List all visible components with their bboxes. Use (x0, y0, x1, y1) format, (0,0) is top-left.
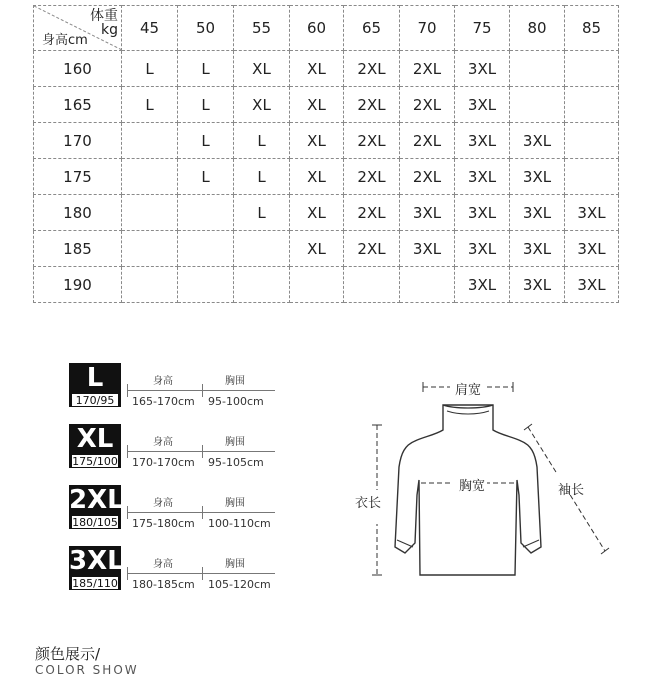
size-cell (565, 123, 619, 159)
weight-header: 45 (122, 6, 178, 51)
measure-tick (127, 445, 128, 458)
size-cell (178, 231, 234, 267)
measure-line (127, 451, 275, 452)
size-badge (69, 546, 124, 590)
shoulder-label: 肩宽 (455, 383, 482, 398)
size-cell: 3XL (510, 267, 565, 303)
table-row (34, 267, 619, 303)
size-name: 2XL (69, 485, 124, 515)
size-cell: 3XL (510, 195, 565, 231)
height-range: 170-170cm (132, 456, 195, 469)
size-badge (69, 485, 124, 529)
size-cell: XL (290, 159, 344, 195)
size-cell: 2XL (400, 159, 455, 195)
weight-header: 80 (510, 6, 565, 51)
size-cell (122, 195, 178, 231)
size-guide-row (69, 485, 274, 545)
size-cell: 2XL (344, 195, 400, 231)
corner-cell (34, 6, 122, 51)
size-cell: 2XL (344, 51, 400, 87)
chest-label: 胸围 (225, 498, 245, 509)
size-cell: 2XL (344, 231, 400, 267)
table-row (34, 195, 619, 231)
size-cell: 3XL (565, 231, 619, 267)
size-cell: XL (234, 51, 290, 87)
size-cell (565, 87, 619, 123)
height-cell: 190 (34, 267, 122, 303)
size-cell: L (234, 195, 290, 231)
size-cell (234, 267, 290, 303)
weight-header: 50 (178, 6, 234, 51)
size-cell: L (178, 159, 234, 195)
size-code: 175/100 (72, 455, 118, 468)
size-cell: 2XL (400, 87, 455, 123)
size-cell: XL (290, 231, 344, 267)
measure-line (127, 573, 275, 574)
color-show-subtitle: COLOR SHOW (35, 663, 139, 677)
size-guide-row (69, 546, 274, 606)
chest-label: 胸围 (225, 437, 245, 448)
chest-range: 105-120cm (208, 578, 271, 591)
size-cell (565, 159, 619, 195)
size-cell: 3XL (455, 267, 510, 303)
size-cell: L (234, 123, 290, 159)
size-cell: L (178, 87, 234, 123)
height-range: 165-170cm (132, 395, 195, 408)
size-cell: 2XL (400, 51, 455, 87)
height-label: 身高 (153, 376, 173, 387)
measure-tick (127, 384, 128, 397)
height-range: 180-185cm (132, 578, 195, 591)
size-cell: L (178, 123, 234, 159)
size-cell: 2XL (344, 87, 400, 123)
length-label: 衣长 (355, 496, 382, 511)
size-cell (344, 267, 400, 303)
header-row (34, 6, 619, 51)
size-cell: 2XL (344, 123, 400, 159)
chest-label: 胸围 (225, 376, 245, 387)
height-label: 身高 (153, 498, 173, 509)
chest-range: 95-100cm (208, 395, 264, 408)
size-cell: XL (290, 195, 344, 231)
table-row (34, 231, 619, 267)
size-cell: 3XL (565, 195, 619, 231)
measure-line (127, 512, 275, 513)
table-row (34, 159, 619, 195)
size-cell (122, 123, 178, 159)
size-cell (290, 267, 344, 303)
size-cell: 3XL (510, 159, 565, 195)
size-cell (510, 51, 565, 87)
size-name: 3XL (69, 546, 124, 576)
size-cell: L (122, 51, 178, 87)
size-cell (565, 51, 619, 87)
size-code: 185/110 (72, 577, 118, 590)
chest-label: 胸围 (225, 559, 245, 570)
size-cell: L (178, 51, 234, 87)
size-cell: XL (290, 87, 344, 123)
size-cell: 3XL (455, 123, 510, 159)
measure-line (127, 390, 275, 391)
size-cell: 3XL (455, 51, 510, 87)
size-cell: 3XL (455, 87, 510, 123)
size-cell: 3XL (565, 267, 619, 303)
size-cell: L (234, 159, 290, 195)
weight-label: 体重 (90, 8, 118, 24)
size-cell: XL (234, 87, 290, 123)
weight-header: 55 (234, 6, 290, 51)
weight-header: 85 (565, 6, 619, 51)
height-cell: 180 (34, 195, 122, 231)
measure-tick (202, 445, 203, 458)
chest-range: 100-110cm (208, 517, 271, 530)
table-row (34, 123, 619, 159)
measure-tick (202, 384, 203, 397)
height-label: 身高 (153, 559, 173, 570)
size-badge (69, 424, 121, 468)
size-cell: 3XL (400, 231, 455, 267)
table-row (34, 87, 619, 123)
size-cell: 2XL (400, 123, 455, 159)
table-body (34, 6, 619, 303)
height-cell: 185 (34, 231, 122, 267)
size-cell: XL (290, 123, 344, 159)
size-cell (122, 231, 178, 267)
size-cell: 3XL (510, 123, 565, 159)
chest-label: 胸宽 (459, 479, 486, 494)
weight-header: 70 (400, 6, 455, 51)
measure-tick (202, 506, 203, 519)
height-label: 身高cm (42, 33, 88, 48)
size-cell: 3XL (510, 231, 565, 267)
size-cell (234, 231, 290, 267)
size-cell (122, 267, 178, 303)
height-cell: 175 (34, 159, 122, 195)
collar-inner (447, 411, 489, 414)
size-cell: 2XL (344, 159, 400, 195)
size-cell (178, 195, 234, 231)
color-show-title: 颜色展示/ (35, 645, 101, 663)
size-cell: 3XL (455, 159, 510, 195)
size-guide-row (69, 424, 274, 484)
height-range: 175-180cm (132, 517, 195, 530)
size-chart-table (33, 5, 619, 303)
size-cell (178, 267, 234, 303)
size-cell (122, 159, 178, 195)
height-cell: 170 (34, 123, 122, 159)
chest-range: 95-105cm (208, 456, 264, 469)
size-cell: L (122, 87, 178, 123)
size-code: 180/105 (72, 516, 118, 529)
size-cell: XL (290, 51, 344, 87)
size-name: XL (76, 424, 114, 454)
height-label: 身高 (153, 437, 173, 448)
size-guide-row (69, 363, 274, 423)
weight-header: 60 (290, 6, 344, 51)
size-name: L (86, 363, 104, 393)
weight-header: 75 (455, 6, 510, 51)
weight-header: 65 (344, 6, 400, 51)
weight-unit: kg (101, 22, 118, 38)
size-cell (510, 87, 565, 123)
size-cell: 3XL (455, 195, 510, 231)
size-cell: 3XL (400, 195, 455, 231)
size-cell (400, 267, 455, 303)
height-cell: 165 (34, 87, 122, 123)
sleeve-label: 袖长 (558, 483, 585, 498)
measure-tick (127, 567, 128, 580)
size-cell: 3XL (455, 231, 510, 267)
measure-tick (127, 506, 128, 519)
height-cell: 160 (34, 51, 122, 87)
size-code: 170/95 (71, 393, 119, 407)
size-badge (69, 363, 121, 407)
measure-tick (202, 567, 203, 580)
table-row (34, 51, 619, 87)
